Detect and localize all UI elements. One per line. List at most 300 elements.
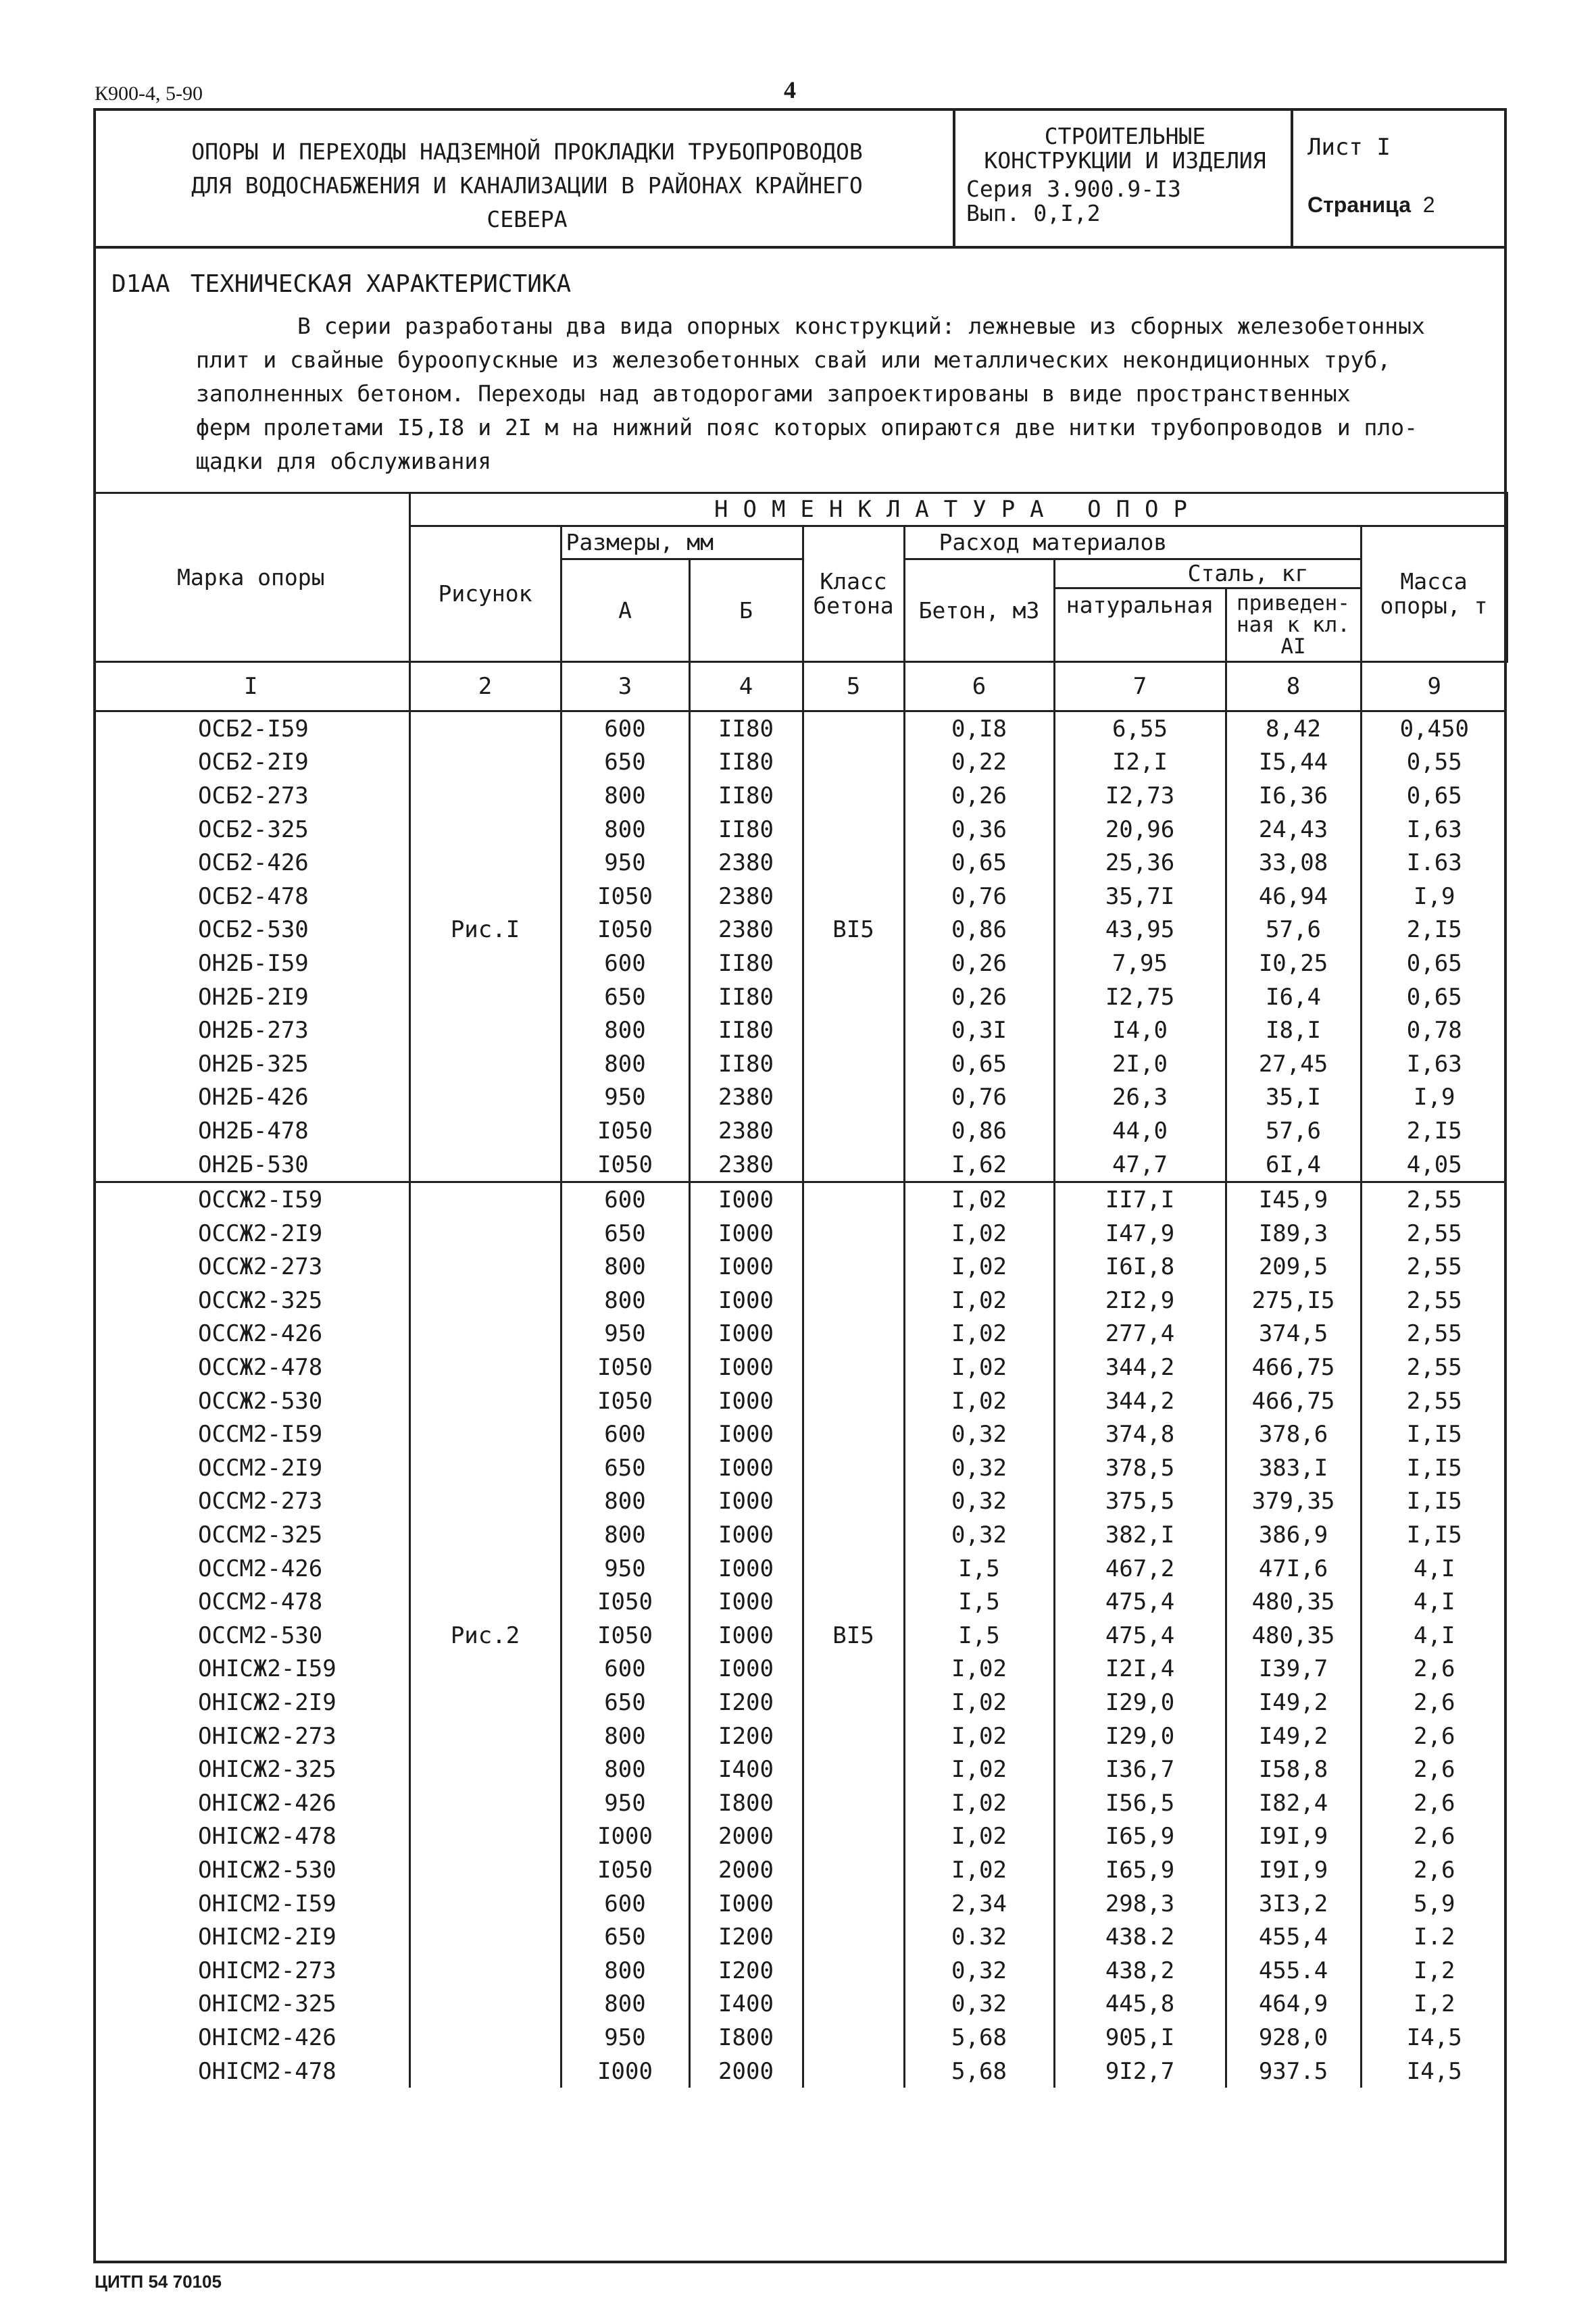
column-number: 5 [803, 662, 904, 711]
mark-cell: ОН2Б-273 [198, 1017, 309, 1045]
figure-cell [409, 1887, 561, 1921]
size-a-cell: 800 [561, 1047, 689, 1081]
figure-cell [409, 1047, 561, 1081]
steel-natural-cell: 277,4 [1054, 1317, 1226, 1351]
concrete-class-cell [803, 779, 904, 813]
concrete-class-cell [803, 1317, 904, 1351]
steel-reduced-cell: 8,42 [1226, 711, 1361, 746]
steel-reduced-cell: I9I,9 [1226, 1853, 1361, 1887]
figure-cell [409, 1217, 561, 1251]
mass-cell: I.2 [1361, 1920, 1507, 1954]
steel-natural-cell: I47,9 [1054, 1217, 1226, 1251]
steel-natural-cell: 375,5 [1054, 1485, 1226, 1519]
size-a-cell: 800 [561, 1753, 689, 1786]
concrete-cell: 0,86 [904, 1114, 1054, 1148]
size-b-cell: 2380 [689, 1148, 803, 1182]
size-a-cell: 800 [561, 1485, 689, 1519]
concrete-cell: I,02 [904, 1351, 1054, 1384]
steel-reduced-cell: I58,8 [1226, 1753, 1361, 1786]
table-row [93, 1853, 1507, 1887]
mark-cell: ОН2Б-I59 [198, 949, 309, 977]
figure-cell [409, 1719, 561, 1753]
figure-cell [409, 779, 561, 813]
size-a-cell: 800 [561, 1284, 689, 1317]
table-row [93, 1251, 1507, 1284]
mark-cell: ОСБ2-530 [198, 916, 309, 944]
mass-cell: 0,65 [1361, 980, 1507, 1014]
size-a-cell: I000 [561, 1820, 689, 1854]
title-line: ДЛЯ ВОДОСНАБЖЕНИЯ И КАНАЛИЗАЦИИ В РАЙОНАХ КРАЙНЕГО [191, 172, 863, 199]
mass-cell: 2,55 [1361, 1284, 1507, 1317]
steel-natural-cell: I2,75 [1054, 980, 1226, 1014]
concrete-cell: 5,68 [904, 2021, 1054, 2055]
mark-cell: ОНIСЖ2-2I9 [198, 1689, 336, 1717]
concrete-cell: I,5 [904, 1585, 1054, 1619]
size-b-cell: I800 [689, 2021, 803, 2055]
paragraph-line: ферм пролетами I5,I8 и 2I м на нижний пояс которых опираются две нитки трубопроводов и пло- [196, 414, 1418, 441]
paragraph-line: щадки для обслуживания [196, 448, 492, 474]
concrete-class-cell [803, 1753, 904, 1786]
concrete-class-cell [803, 746, 904, 780]
mark-cell: ОССМ2-426 [198, 1555, 323, 1582]
page-value: 2 [1422, 193, 1435, 217]
mass-cell: 0,450 [1361, 711, 1507, 746]
steel-natural-cell: 905,I [1054, 2021, 1226, 2055]
steel-reduced-cell: I6,36 [1226, 779, 1361, 813]
size-b-cell: I000 [689, 1887, 803, 1921]
mass-cell: I4,5 [1361, 2021, 1507, 2055]
figure-cell [409, 1351, 561, 1384]
figure-cell [409, 1384, 561, 1418]
figure-cell [409, 1988, 561, 2021]
mark-cell: ОСБ2-325 [198, 815, 309, 843]
table-row [93, 1585, 1507, 1619]
column-number: 3 [561, 662, 689, 711]
concrete-cell: 0,32 [904, 1518, 1054, 1552]
mass-cell: 2,6 [1361, 1853, 1507, 1887]
size-b-cell: II80 [689, 1013, 803, 1047]
steel-reduced-cell: I8,I [1226, 1013, 1361, 1047]
concrete-class-cell [803, 1251, 904, 1284]
size-a-cell: 950 [561, 1786, 689, 1820]
size-b-cell: II80 [689, 980, 803, 1014]
size-b-cell: I200 [689, 1920, 803, 1954]
steel-natural-cell: 475,4 [1054, 1619, 1226, 1653]
steel-natural-cell: 2I,0 [1054, 1047, 1226, 1081]
concrete-cell: 0.32 [904, 1920, 1054, 1954]
concrete-cell: I,02 [904, 1686, 1054, 1719]
steel-natural-cell: I2,73 [1054, 779, 1226, 813]
series-info [966, 124, 1284, 226]
size-b-cell: I800 [689, 1786, 803, 1820]
table-row [93, 1552, 1507, 1586]
figure-cell [409, 1954, 561, 1988]
steel-natural-cell: I29,0 [1054, 1719, 1226, 1753]
series-line: Серия 3.900.9-I3 [966, 176, 1181, 202]
size-a-cell: 800 [561, 779, 689, 813]
concrete-cell: I,5 [904, 1552, 1054, 1586]
mass-cell: 0,78 [1361, 1013, 1507, 1047]
steel-reduced-cell: I6,4 [1226, 980, 1361, 1014]
figure-cell [409, 1485, 561, 1519]
table-row [93, 1451, 1507, 1485]
mark-cell: ОНIСМ2-478 [198, 2057, 336, 2085]
figure-cell [409, 846, 561, 880]
steel-reduced-cell: 209,5 [1226, 1251, 1361, 1284]
steel-reduced-cell: I82,4 [1226, 1786, 1361, 1820]
steel-reduced-cell: 383,I [1226, 1451, 1361, 1485]
mass-cell: 2,6 [1361, 1753, 1507, 1786]
nomenclature-title: НОМЕНКЛАТУРА ОПОР [409, 493, 1507, 526]
size-b-cell: II80 [689, 1047, 803, 1081]
concrete-cell: 0,I8 [904, 711, 1054, 746]
size-b-cell: I000 [689, 1585, 803, 1619]
figure-cell [409, 813, 561, 847]
table-row [93, 1351, 1507, 1384]
steel-natural-cell: I65,9 [1054, 1820, 1226, 1854]
mass-cell: I,63 [1361, 1047, 1507, 1081]
size-a-cell: 950 [561, 2021, 689, 2055]
steel-natural-cell: 9I2,7 [1054, 2055, 1226, 2088]
concrete-cell: I,02 [904, 1853, 1054, 1887]
concrete-cell: 0,3I [904, 1013, 1054, 1047]
table-row [93, 1920, 1507, 1954]
concrete-cell: 0,22 [904, 746, 1054, 780]
steel-natural-cell: I56,5 [1054, 1786, 1226, 1820]
figure-cell [409, 947, 561, 980]
mass-cell: I,63 [1361, 813, 1507, 847]
figure-cell [409, 1820, 561, 1854]
size-a-cell: 600 [561, 1182, 689, 1217]
steel-reduced-cell: 466,75 [1226, 1384, 1361, 1418]
size-b-cell: I000 [689, 1653, 803, 1686]
steel-natural-cell: II7,I [1054, 1182, 1226, 1217]
concrete-class-cell [803, 1451, 904, 1485]
size-a-cell: 800 [561, 1013, 689, 1047]
mark-cell: ОССЖ2-530 [198, 1387, 323, 1415]
mass-cell: I,9 [1361, 880, 1507, 913]
concrete-class-cell [803, 1786, 904, 1820]
table-row [93, 1954, 1507, 1988]
mark-cell: ОН2Б-530 [198, 1151, 309, 1178]
concrete-class-cell [803, 1686, 904, 1719]
steel-reduced-cell: 24,43 [1226, 813, 1361, 847]
concrete-cell: I,02 [904, 1251, 1054, 1284]
steel-natural-cell: 344,2 [1054, 1351, 1226, 1384]
size-b-cell: I200 [689, 1686, 803, 1719]
size-b-cell: 2000 [689, 1820, 803, 1854]
concrete-cell: I,02 [904, 1217, 1054, 1251]
table-row [93, 1820, 1507, 1854]
header-mass: Масса опоры, т [1361, 526, 1507, 662]
table-row [93, 1686, 1507, 1719]
figure-cell [409, 1518, 561, 1552]
concrete-class-cell [803, 2021, 904, 2055]
figure-cell [409, 1317, 561, 1351]
size-a-cell: 650 [561, 1920, 689, 1954]
concrete-class-cell [803, 1853, 904, 1887]
table-row [93, 1988, 1507, 2021]
concrete-class-cell [803, 947, 904, 980]
concrete-cell: 0,26 [904, 980, 1054, 1014]
figure-cell [409, 2055, 561, 2088]
mass-cell: 4,05 [1361, 1148, 1507, 1182]
mark-cell: ОСБ2-426 [198, 849, 309, 877]
steel-reduced-cell: 374,5 [1226, 1317, 1361, 1351]
column-numbers-row [93, 662, 1507, 711]
mark-cell: ОССМ2-273 [198, 1488, 323, 1515]
steel-reduced-cell: 57,6 [1226, 913, 1361, 947]
table-row [93, 1114, 1507, 1148]
table-row [93, 2021, 1507, 2055]
size-a-cell: 800 [561, 813, 689, 847]
steel-reduced-cell: I0,25 [1226, 947, 1361, 980]
size-b-cell: I000 [689, 1485, 803, 1519]
concrete-cell: 0,65 [904, 846, 1054, 880]
size-b-cell: I000 [689, 1384, 803, 1418]
mass-cell: 2,I5 [1361, 1114, 1507, 1148]
size-b-cell: I000 [689, 1251, 803, 1284]
concrete-class-cell [803, 1047, 904, 1081]
mass-cell: 2,55 [1361, 1351, 1507, 1384]
mass-cell: 2,55 [1361, 1251, 1507, 1284]
size-a-cell: 600 [561, 1887, 689, 1921]
size-a-cell: I050 [561, 1148, 689, 1182]
column-number: 4 [689, 662, 803, 711]
mark-cell: ОССМ2-325 [198, 1521, 323, 1549]
paragraph-line: заполненных бетоном. Переходы над автодорогами запроектированы в виде пространственных [196, 380, 1351, 407]
concrete-class-cell [803, 1013, 904, 1047]
steel-natural-cell: 26,3 [1054, 1081, 1226, 1115]
size-a-cell: 600 [561, 947, 689, 980]
size-b-cell: I000 [689, 1518, 803, 1552]
concrete-cell: 0,32 [904, 1451, 1054, 1485]
mark-cell: ОНIСМ2-2I9 [198, 1923, 336, 1951]
steel-reduced-cell: 937.5 [1226, 2055, 1361, 2088]
size-a-cell: 950 [561, 1317, 689, 1351]
size-b-cell: I000 [689, 1217, 803, 1251]
header-steel: Сталь, кг [1054, 559, 1361, 588]
mass-cell: 0,65 [1361, 779, 1507, 813]
mark-cell: ОСБ2-I59 [198, 715, 309, 743]
size-b-cell: II80 [689, 947, 803, 980]
concrete-class-cell [803, 1217, 904, 1251]
size-a-cell: 650 [561, 1686, 689, 1719]
steel-reduced-cell: 3I3,2 [1226, 1887, 1361, 1921]
concrete-class-cell [803, 1920, 904, 1954]
figure-cell [409, 1417, 561, 1451]
title-line: СЕВЕРА [487, 206, 568, 232]
table-row [93, 1719, 1507, 1753]
mark-cell: ОССЖ2-I59 [93, 1182, 409, 1217]
table-row [93, 779, 1507, 813]
size-a-cell: 950 [561, 1552, 689, 1586]
concrete-cell: I,62 [904, 1148, 1054, 1182]
mark-cell: ОССЖ2-478 [198, 1354, 323, 1382]
size-a-cell: 950 [561, 1081, 689, 1115]
concrete-cell: I,02 [904, 1820, 1054, 1854]
description-paragraph [196, 309, 1500, 478]
concrete-class-cell [803, 1485, 904, 1519]
mass-cell: I,2 [1361, 1988, 1507, 2021]
figure-cell [409, 1451, 561, 1485]
size-a-cell: I050 [561, 1585, 689, 1619]
concrete-class-cell [803, 846, 904, 880]
paragraph-line: В серии разработаны два вида опорных конструкций: лежневые из сборных железобетонных [297, 313, 1425, 339]
mark-cell: ОНIСМ2-325 [198, 1990, 336, 2018]
steel-reduced-cell: 35,I [1226, 1081, 1361, 1115]
concrete-cell: 0,32 [904, 1988, 1054, 2021]
mark-cell: ОССЖ2-325 [198, 1286, 323, 1314]
concrete-class-cell [803, 1351, 904, 1384]
size-b-cell: I200 [689, 1719, 803, 1753]
mark-cell: ОСБ2-273 [198, 782, 309, 809]
concrete-cell: 0,76 [904, 1081, 1054, 1115]
steel-reduced-cell: 33,08 [1226, 846, 1361, 880]
steel-reduced-cell: 6I,4 [1226, 1148, 1361, 1182]
concrete-class-cell [803, 1114, 904, 1148]
mark-cell: ОССМ2-I59 [198, 1421, 323, 1449]
size-a-cell: I050 [561, 1619, 689, 1653]
concrete-class-cell [803, 1417, 904, 1451]
concrete-class-cell [803, 813, 904, 847]
mark-cell: ОН2Б-325 [198, 1050, 309, 1078]
mark-cell: ОСБ2-2I9 [198, 749, 309, 776]
concrete-class-cell [803, 1518, 904, 1552]
steel-reduced-cell: 480,35 [1226, 1619, 1361, 1653]
size-b-cell: I000 [689, 1451, 803, 1485]
concrete-class-cell [803, 1719, 904, 1753]
table-row [93, 1284, 1507, 1317]
mass-cell: I.63 [1361, 846, 1507, 880]
column-number: 2 [409, 662, 561, 711]
mass-cell: I4,5 [1361, 2055, 1507, 2088]
steel-natural-cell: 43,95 [1054, 913, 1226, 947]
size-a-cell: 800 [561, 1518, 689, 1552]
paragraph-line: плит и свайные буроопускные из железобетонных свай или металлических некондиционных труб, [196, 347, 1391, 373]
steel-reduced-cell: I9I,9 [1226, 1820, 1361, 1854]
concrete-cell: 0,32 [904, 1954, 1054, 1988]
size-a-cell: 600 [561, 1417, 689, 1451]
size-b-cell: I000 [689, 1351, 803, 1384]
size-a-cell: I050 [561, 1384, 689, 1418]
mark-cell: ОССЖ2-2I9 [198, 1219, 323, 1247]
mass-cell: 2,55 [1361, 1217, 1507, 1251]
steel-natural-cell: 298,3 [1054, 1887, 1226, 1921]
series-line: Вып. 0,I,2 [966, 200, 1101, 226]
steel-natural-cell: I65,9 [1054, 1853, 1226, 1887]
column-number: 6 [904, 662, 1054, 711]
page-label [1307, 193, 1435, 218]
steel-reduced-cell: 928,0 [1226, 2021, 1361, 2055]
figure-cell [409, 980, 561, 1014]
steel-reduced-cell: I39,7 [1226, 1653, 1361, 1686]
steel-natural-cell: I36,7 [1054, 1753, 1226, 1786]
steel-reduced-cell: I45,9 [1226, 1182, 1361, 1217]
mass-cell: 2,6 [1361, 1653, 1507, 1686]
steel-reduced-cell: 466,75 [1226, 1351, 1361, 1384]
figure-cell: Рис.2 [409, 1619, 561, 1653]
mass-cell: 0,55 [1361, 746, 1507, 780]
table-row [93, 711, 1507, 746]
concrete-class-cell [803, 1954, 904, 1988]
mark-cell: ОССМ2-478 [198, 1588, 323, 1616]
concrete-class-cell [803, 1887, 904, 1921]
size-a-cell: 950 [561, 846, 689, 880]
page-number: 4 [784, 76, 796, 103]
column-number: 8 [1226, 662, 1361, 711]
size-b-cell: 2380 [689, 880, 803, 913]
size-a-cell: 650 [561, 1451, 689, 1485]
mark-cell: ОНIСМ2-273 [198, 1957, 336, 1984]
mass-cell: 2,6 [1361, 1686, 1507, 1719]
size-a-cell: I050 [561, 1114, 689, 1148]
figure-cell [409, 1182, 561, 1217]
steel-natural-cell: 47,7 [1054, 1148, 1226, 1182]
size-b-cell: I400 [689, 1753, 803, 1786]
sheet-number: Лист I [1307, 134, 1391, 161]
section-code: D1AA [111, 270, 170, 298]
steel-natural-cell: 438,2 [1054, 1954, 1226, 1988]
mark-cell: ОССЖ2-273 [198, 1253, 323, 1281]
table-row [93, 1148, 1507, 1182]
header-concrete: Бетон, м3 [904, 559, 1054, 662]
table-row [93, 1047, 1507, 1081]
table-row [93, 1417, 1507, 1451]
concrete-cell: I,5 [904, 1619, 1054, 1653]
mass-cell: 4,I [1361, 1552, 1507, 1586]
size-b-cell: II80 [689, 746, 803, 780]
concrete-class-cell [803, 1585, 904, 1619]
size-b-cell: I200 [689, 1954, 803, 1988]
mark-cell: ОССМ2-530 [198, 1621, 323, 1649]
mass-cell: I,I5 [1361, 1451, 1507, 1485]
mass-cell: I,2 [1361, 1954, 1507, 1988]
size-a-cell: I050 [561, 913, 689, 947]
size-a-cell: 800 [561, 1251, 689, 1284]
concrete-class-cell [803, 880, 904, 913]
figure-cell [409, 1920, 561, 1954]
steel-reduced-cell: 480,35 [1226, 1585, 1361, 1619]
mass-cell: 4,I [1361, 1585, 1507, 1619]
figure-cell [409, 880, 561, 913]
table-row [93, 2055, 1507, 2088]
steel-reduced-cell: 27,45 [1226, 1047, 1361, 1081]
figure-cell [409, 1114, 561, 1148]
table-row [93, 947, 1507, 980]
size-a-cell: 600 [561, 1653, 689, 1686]
steel-reduced-cell: I49,2 [1226, 1719, 1361, 1753]
size-a-cell: I050 [561, 1853, 689, 1887]
steel-reduced-cell: 378,6 [1226, 1417, 1361, 1451]
figure-cell: Рис.I [409, 913, 561, 947]
table-row [93, 1619, 1507, 1653]
size-b-cell: II80 [689, 711, 803, 746]
steel-reduced-cell: 379,35 [1226, 1485, 1361, 1519]
mass-cell: 2,I5 [1361, 913, 1507, 947]
header-mark: Марка опоры [93, 493, 409, 662]
mass-cell: 0,65 [1361, 947, 1507, 980]
mark-cell: ОССМ2-2I9 [198, 1454, 323, 1482]
size-b-cell: I000 [689, 1317, 803, 1351]
steel-natural-cell: 378,5 [1054, 1451, 1226, 1485]
concrete-class-cell [803, 2055, 904, 2088]
mass-cell: I,I5 [1361, 1485, 1507, 1519]
size-b-cell: II80 [689, 813, 803, 847]
concrete-class-cell [803, 1081, 904, 1115]
header-size-b: Б [689, 559, 803, 662]
footer-code: ЦИТП 54 70105 [95, 2271, 222, 2292]
